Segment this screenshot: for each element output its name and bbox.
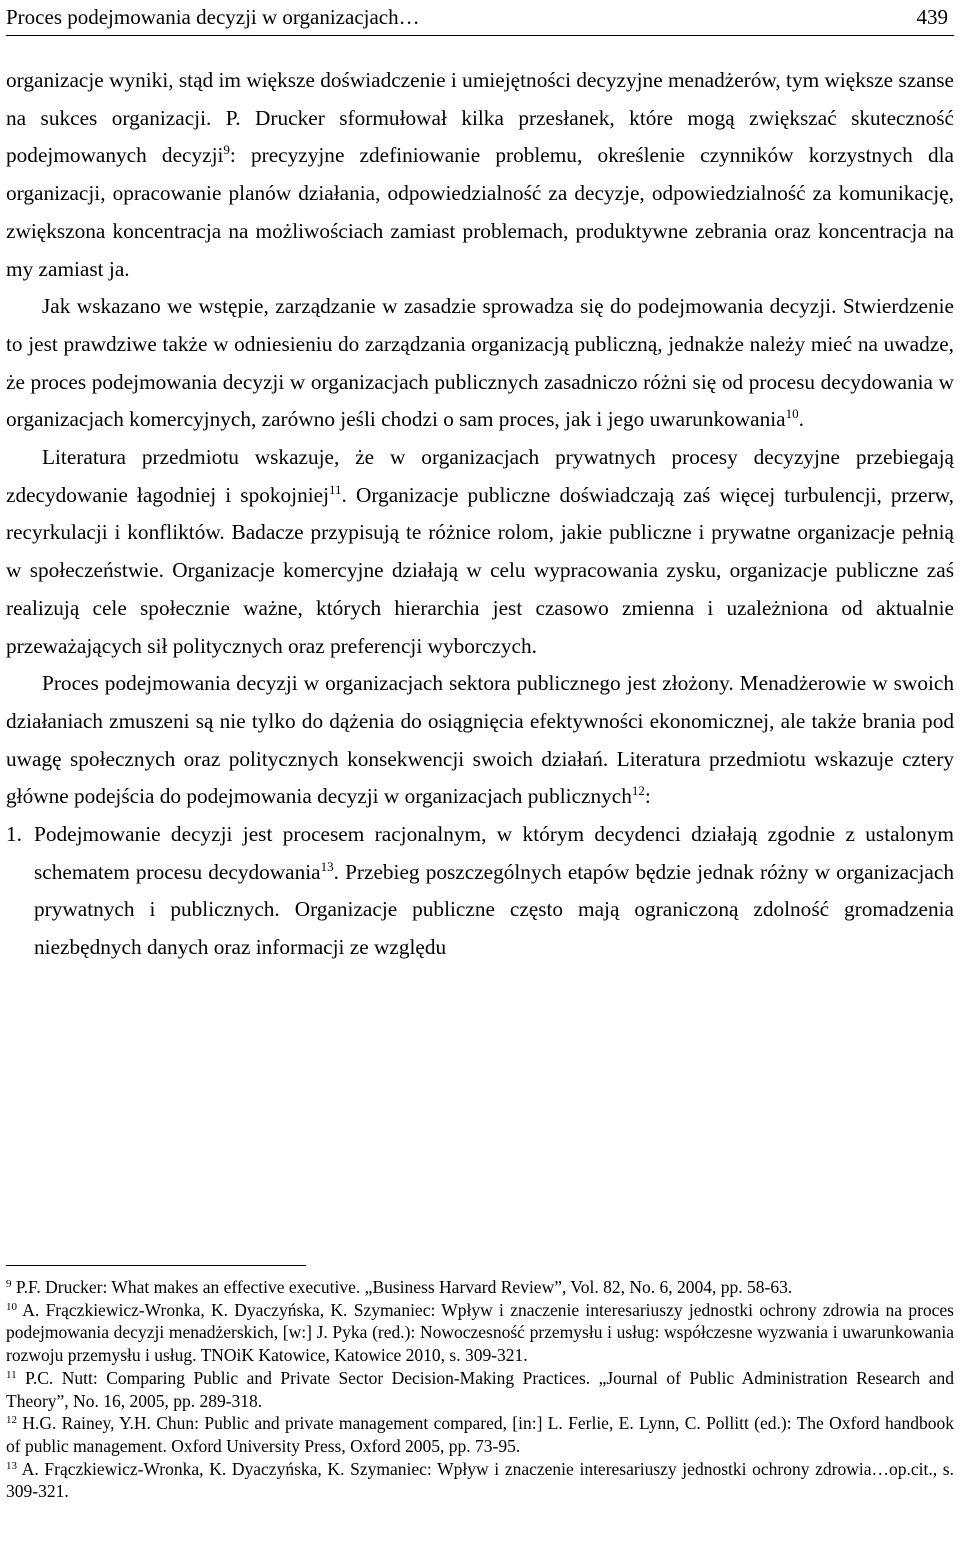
footnote-number: 10: [6, 1300, 17, 1313]
paragraph-text: organizacje wyniki, stąd im większe doświadczenie i umiejętności decyzyjne menadżerów, tym większe szanse na sukces organizacji. P. Drucker sformułował kilka przesłanek, które mogą zwiększać skuteczność podejmowanych decyzji: [6, 68, 954, 168]
footnote-number: 11: [6, 1368, 17, 1381]
paragraph-text: . Organizacje publiczne doświadczają zaś więcej turbulencji, przerw, recyrkulacji i konfliktów. Badacze przypisują te różnice rolom, jakie publiczne i prywatne organizacje pełnią w społeczeństwie. Organizacje komercyjne działają w celu wypracowania zysku, organizacje publiczne zaś realizują cele społecznie ważne, których hierarchia jest czasowo zmienna i uzależniona od aktualnie przeważających sił politycznych oraz preferencji wyborczych.: [6, 482, 954, 658]
header-rule: [6, 35, 954, 36]
footnote-ref: 9: [223, 142, 230, 158]
footnote-number: 9: [6, 1278, 12, 1290]
footnote: [6, 1276, 954, 1299]
paragraph-text: .: [798, 407, 804, 432]
footnote-ref: 13: [320, 858, 334, 874]
footnote-text: P.F. Drucker: What makes an effective executive. „Business Harvard Review”, Vol. 82, No. 6, 2004, pp. 58-63.: [11, 1277, 793, 1297]
running-header: [6, 4, 954, 32]
paragraph-text: Jak wskazano we wstępie, zarządzanie w zasadzie sprowadza się do podejmowania decyzji. Stwierdzenie to jest prawdziwe także w odniesieniu do zarządzania organizacją publiczną, jednakże należy mieć na uwadze, że proces podejmowania decyzji w organizacjach publicznych zasadniczo różni się od procesu decydowania w organizacjach komercyjnych, zarówno jeśli chodzi o sam proces, jak i jego uwarunkowania: [6, 294, 954, 432]
paragraph: [6, 665, 954, 816]
paragraph: [6, 62, 954, 288]
footnote: [6, 1299, 954, 1367]
main-text: [6, 62, 954, 967]
list-item: [6, 816, 954, 967]
paragraph: [6, 439, 954, 665]
running-title: Proces podejmowania decyzji w organizacjach…: [6, 5, 420, 29]
footnote-number: 13: [6, 1459, 17, 1472]
footnote: [6, 1367, 954, 1412]
footnote-text: A. Frączkiewicz-Wronka, K. Dyaczyńska, K. Szymaniec: Wpływ i znaczenie interesariuszy jednostki ochrony zdrowia…op.cit., s. 309-321.: [6, 1458, 954, 1502]
list-item-text: [34, 816, 954, 967]
paragraph-text: Literatura przedmiotu wskazuje, że w organizacjach prywatnych procesy decyzyjne przebiegają zdecydowanie łagodniej i spokojniej: [6, 445, 954, 507]
page-number: 439: [916, 5, 948, 29]
footnote-text: P.C. Nutt: Comparing Public and Private Sector Decision-Making Practices. „Journal of Public Administration Research and Theory”, No. 16, 2005, pp. 289-318.: [6, 1367, 954, 1411]
paragraph-text: :: [644, 784, 651, 809]
footnote-ref: 10: [785, 406, 799, 422]
paragraph-text: Proces podejmowania decyzji w organizacjach sektora publicznego jest złożony. Menadżerowie w swoich działaniach zmuszeni są nie tylko do dążenia do osiągnięcia efektywności ekonomicznej, ale także brania pod uwagę społecznych oraz politycznych konsekwencji swoich działań. Literatura przedmiotu wskazuje cztery główne podejścia do podejmowania decyzji w organizacjach publicznych: [6, 671, 954, 809]
paragraph-text: : precyzyjne zdefiniowanie problemu, określenie czynników korzystnych dla organizacji, opracowanie planów działania, odpowiedzialność za decyzje, odpowiedzialność za komunikację, zwiększona koncentracja na możliwościach zamiast problemach, produktywne zebrania oraz koncentracja na my zamiast ja.: [6, 143, 954, 281]
footnote-separator: [6, 1265, 306, 1266]
footnote: [6, 1412, 954, 1457]
paragraph-text: Podejmowanie decyzji jest procesem racjonalnym, w którym decydenci działają zgodnie z ustalonym schematem procesu decydowania: [34, 822, 954, 884]
footnotes: [6, 1276, 954, 1503]
list-number: 1.: [6, 822, 22, 847]
footnote-ref: 12: [631, 783, 645, 799]
paragraph-text: . Przebieg poszczególnych etapów będzie jednak różny w organizacjach prywatnych i publicznych. Organizacje publiczne często mają ograniczoną zdolność gromadzenia niezbędnych danych oraz informacji ze względu: [34, 859, 954, 960]
footnote-number: 12: [6, 1414, 17, 1427]
footnote-text: A. Frączkiewicz-Wronka, K. Dyaczyńska, K. Szymaniec: Wpływ i znaczenie interesariuszy jednostki ochrony zdrowia na proces podejmowania decyzji menadżerskich, [w:] J. Pyka (red.): Nowoczesność przemysłu i usług: współczesne wyzwania i uwarunkowania rozwoju przemysłu i usług. TNOiK Katowice, Katowice 2010, s. 309-321.: [6, 1299, 954, 1366]
footnote-ref: 11: [329, 481, 342, 497]
footnote: [6, 1458, 954, 1503]
paragraph: [6, 288, 954, 439]
footnote-text: H.G. Rainey, Y.H. Chun: Public and private management compared, [in:] L. Ferlie, E. Lynn, C. Pollitt (ed.): The Oxford handbook of public management. Oxford University Press, Oxford 2005, pp. 73-95.: [6, 1413, 954, 1456]
